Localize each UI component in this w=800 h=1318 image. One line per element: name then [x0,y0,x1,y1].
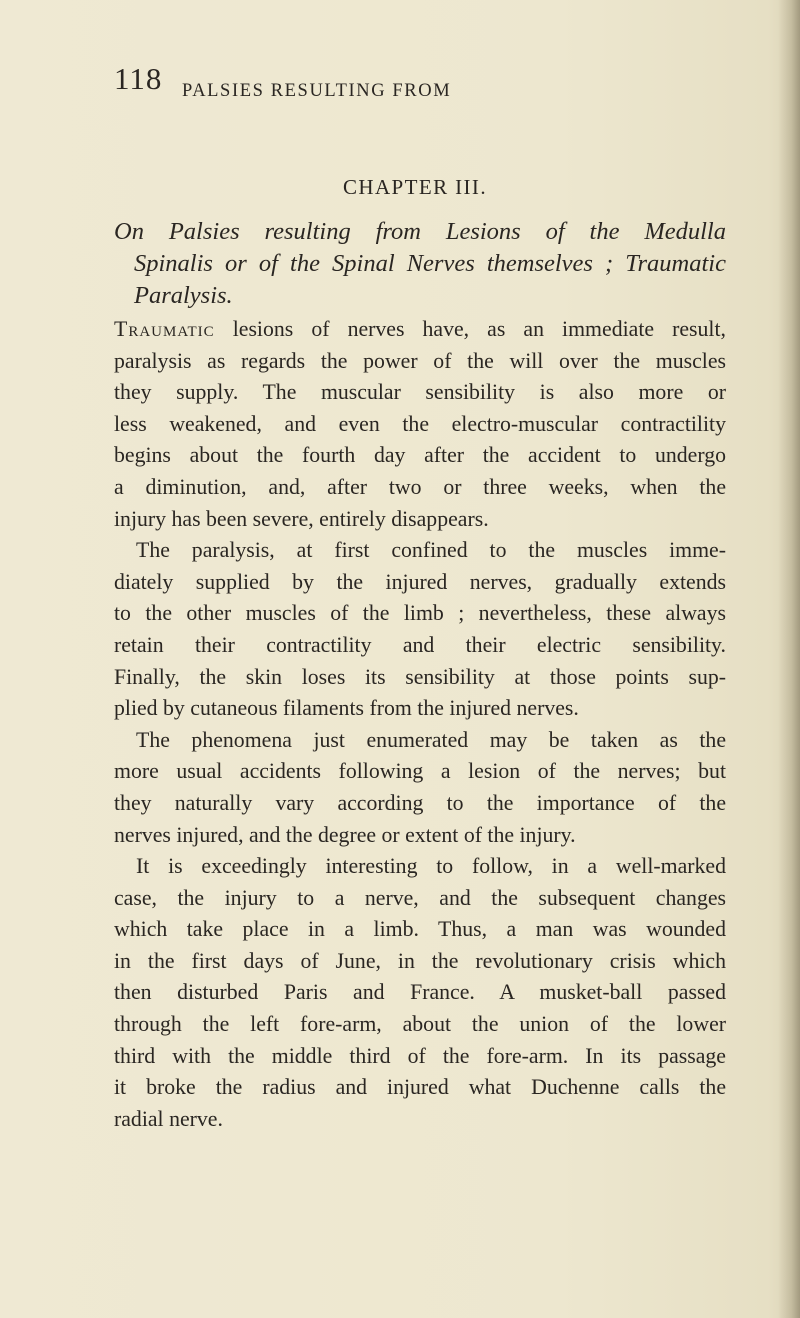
chapter-subtitle [114,216,726,312]
text-line [114,314,726,346]
subtitle-line: Spinalis or of the Spinal Nerves themselves ; Traumatic [134,250,726,277]
text-line: which take place in a limb. Thus, a man was wounded [114,917,726,942]
text-line: in the first days of June, in the revolutionary crisis which [114,948,726,973]
text-line: to the other muscles of the limb ; nevertheless, these always [114,601,726,626]
page-number: 118 [114,61,163,96]
lead-word: Traumatic [114,317,215,341]
text-line: they supply. The muscular sensibility is also more or [114,380,726,405]
running-head: PALSIES RESULTING FROM [182,81,452,101]
text-line: The phenomena just enumerated may be taken as the [136,727,726,752]
text-line: then disturbed Paris and France. A musket-ball passed [114,980,726,1005]
body-text [114,314,726,1135]
text-line: more usual accidents following a lesion of the nerves; but [114,759,726,784]
text-line: begins about the fourth day after the accident to undergo [114,443,726,468]
text-line: they naturally vary according to the importance of the [114,790,726,815]
text-line: through the left fore-arm, about the union of the lower [114,1012,726,1037]
text-line: plied by cutaneous filaments from the injured nerves. [114,696,579,721]
text-line: a diminution, and, after two or three weeks, when the [114,474,726,499]
text-line: diately supplied by the injured nerves, gradually extends [114,569,726,594]
subtitle-line: Paralysis. [134,282,233,309]
text-line: case, the injury to a nerve, and the subsequent changes [114,885,726,910]
chapter-heading: CHAPTER III. [343,175,487,199]
text-line: It is exceedingly interesting to follow, in a well-marked [136,854,726,879]
text-line: The paralysis, at first confined to the muscles imme- [136,538,726,563]
text-line: retain their contractility and their electric sensibility. [114,632,726,657]
text-line: radial nerve. [114,1106,223,1131]
text-line: it broke the radius and injured what Duchenne calls the [114,1075,726,1100]
text-line: nerves injured, and the degree or extent of the injury. [114,822,576,847]
text-line: injury has been severe, entirely disappears. [114,506,489,531]
text-line: less weakened, and even the electro-muscular contractility [114,411,726,436]
text-line: paralysis as regards the power of the will over the muscles [114,348,726,373]
text-line: third with the middle third of the fore-arm. In its passage [114,1043,726,1068]
text-line: Finally, the skin loses its sensibility at those points sup- [114,664,726,689]
text-line-rest: lesions of nerves have, as an immediate result, [214,317,726,341]
subtitle-line: On Palsies resulting from Lesions of the Medulla [114,218,726,245]
page-edge-shadow [778,0,800,1318]
